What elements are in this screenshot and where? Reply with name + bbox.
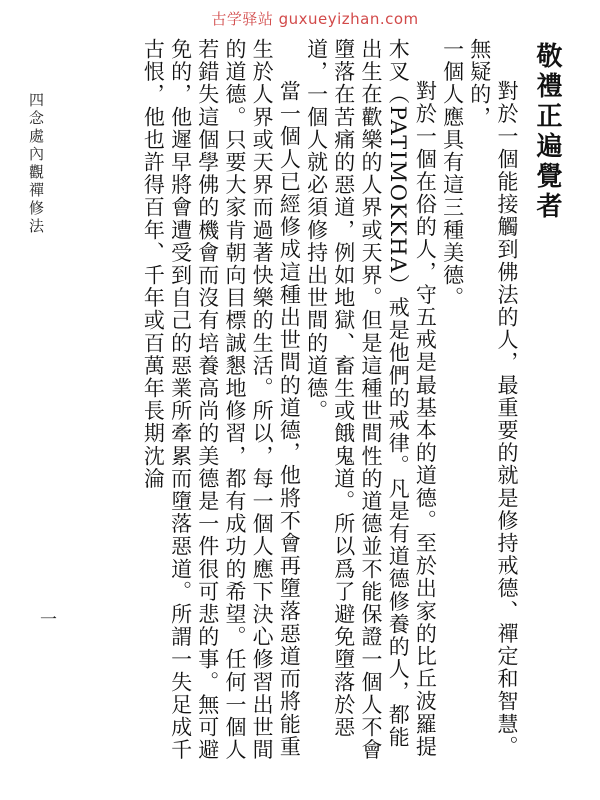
chapter-title: 敬禮正遍覺者: [532, 42, 562, 222]
paragraph: 一個人應具有這三種美德。: [440, 38, 465, 310]
running-book-title: 四念處內觀禪修法: [27, 92, 45, 236]
paragraph: 對於一個在俗的人，守五戒是最基本的道德。至於出家的比丘波羅提木叉（PATIMOKKHA）戒是他們的戒律。凡是有道德修養的人，都能出生在歡樂的人界或天界。但是這種世間性的道德並不能保證一個人不會墮落在苦痛的惡道，例如地獄、畜生或餓鬼道。所以爲了避免墮落於惡道，一個人就必須修持出世間的道德。: [304, 38, 438, 762]
page-number: 一: [36, 610, 56, 627]
site-watermark: 古学驿站 guxueyizhan.com: [211, 10, 419, 28]
paragraph: 對於一個能接觸到佛法的人，最重要的就是修持戒德、禪定和智慧。無疑的，: [467, 38, 519, 758]
paragraph: 當一個人已經修成這種出世間的道德，他將不會再墮落惡道而將能重生於人界或天界而過著快樂的生活。所以，每一個人應下決心修習出世間的道德。只要大家肯朝向目標誠懇地修習，都有成功的希望。任何一個人若錯失這個學佛的機會而沒有培養高尚的美德是一件很可悲的事。無可避免的，他遲早將會遭受到自己的惡業所牽累而墮落惡道。所謂一失足成千古恨，他也許得百年、千年或百萬年長期沈淪: [141, 38, 302, 762]
body-text: [139, 38, 520, 768]
page-content: [139, 38, 560, 768]
